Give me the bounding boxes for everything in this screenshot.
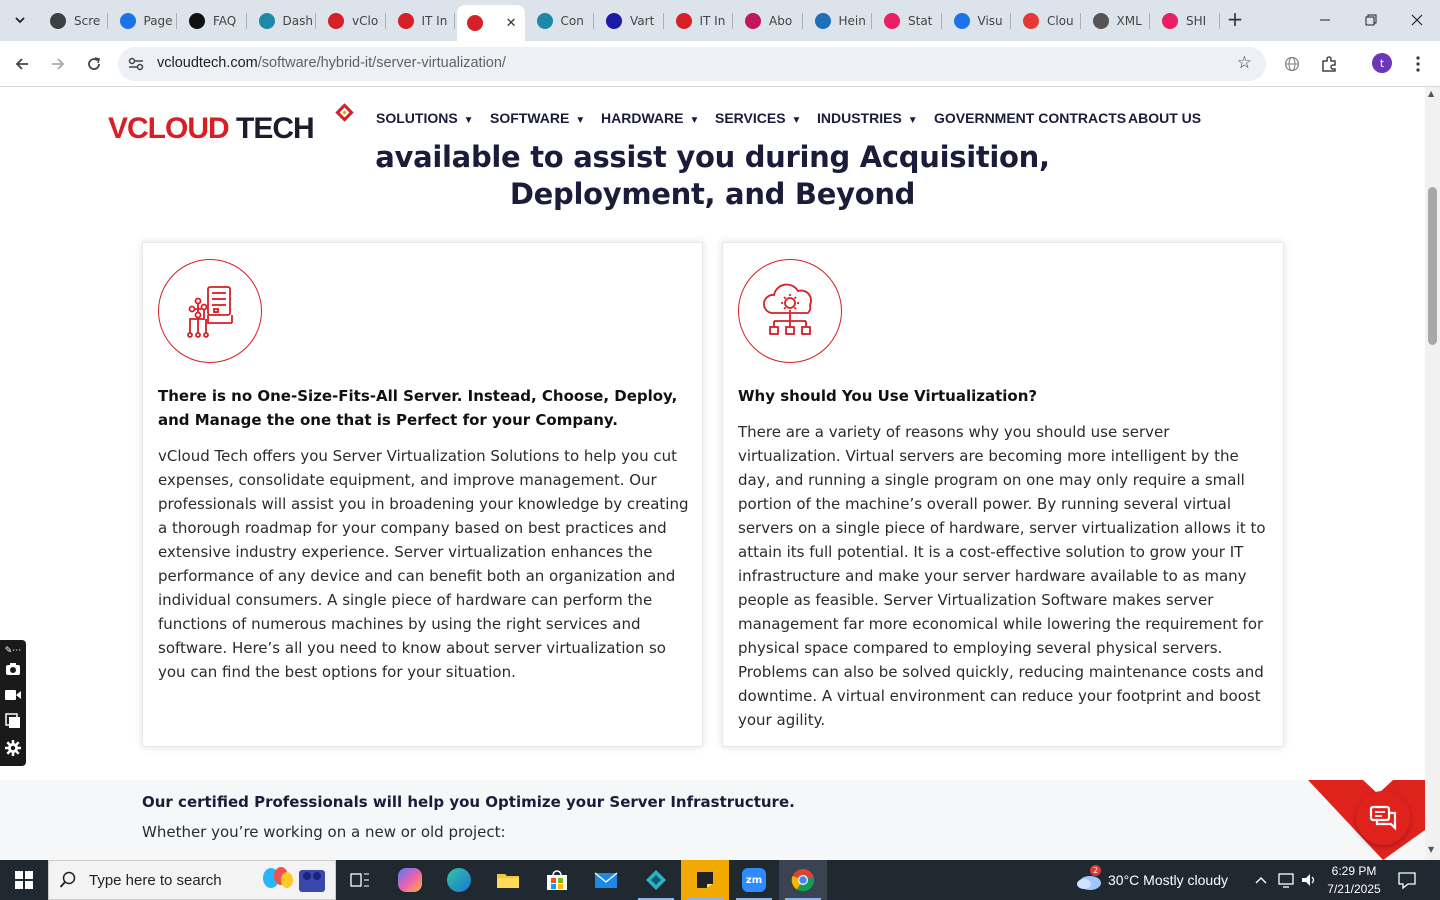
tab-title: Stat xyxy=(908,13,933,28)
tab-title: Dash xyxy=(282,13,313,28)
browser-tab[interactable] xyxy=(318,5,386,36)
store-app[interactable] xyxy=(533,860,581,900)
tab-title: Hein xyxy=(838,13,866,28)
nav-item-label: SOFTWARE xyxy=(490,110,570,126)
site-info-icon[interactable] xyxy=(127,55,145,73)
tab-favicon-icon xyxy=(328,13,344,29)
tab-favicon-icon xyxy=(676,13,692,29)
tab-separator xyxy=(454,13,455,29)
address-bar[interactable] xyxy=(118,47,1266,81)
start-button[interactable] xyxy=(0,860,48,900)
browser-tab[interactable] xyxy=(1083,5,1151,36)
tab-favicon-icon xyxy=(398,13,414,29)
edge-app[interactable] xyxy=(435,860,483,900)
browser-tab[interactable] xyxy=(1152,5,1220,36)
tab-favicon-icon xyxy=(745,13,761,29)
tab-favicon-icon xyxy=(537,13,553,29)
tab-title: Clou xyxy=(1047,13,1074,28)
tab-separator xyxy=(663,13,664,29)
tab-title: Visu xyxy=(977,13,1003,28)
browser-tab[interactable] xyxy=(40,5,108,36)
pen-icon[interactable]: ✎⋯ xyxy=(4,646,22,656)
browser-tab[interactable] xyxy=(874,5,942,36)
caret-down-icon: ▼ xyxy=(907,115,918,126)
tab-title: Page xyxy=(143,13,173,28)
logo-cloud: CLOUD xyxy=(127,112,229,145)
tab-separator xyxy=(871,13,872,29)
nav-item[interactable] xyxy=(490,110,585,126)
page-scrollbar[interactable] xyxy=(1425,87,1440,860)
network-icon[interactable] xyxy=(1278,871,1296,893)
card-body: There are a variety of reasons why you should use server virtualization. Virtual servers are becoming more intelligent by the day, and running a single program on one may only require a small portion of the machine’s overall power. By running several virtual servers on a single piece of hardware, server virtualization allows it to attain its full potential. It is a cost-effective solution to grow your IT infrastructure and make your server hardware available to as many people as feasible. Server Virtualization Software makes server management far more economical while lowering the requirement for physical space compared to employing several physical servers. Problems can also be solved quickly, reducing maintenance costs and downtime. A virtual environment can reduce your footprint and boost your agility. xyxy=(738,423,1266,729)
windows-logo-icon xyxy=(15,871,33,889)
windows-icon[interactable] xyxy=(4,712,22,730)
nav-item-label: SERVICES xyxy=(715,110,786,126)
tab-title: Abo xyxy=(769,13,793,28)
tab-title: IT In xyxy=(421,13,448,28)
optimize-section xyxy=(0,780,1425,860)
task-view-icon xyxy=(350,871,370,889)
browser-toolbar xyxy=(0,41,1440,87)
browser-tab[interactable] xyxy=(388,5,456,36)
profile-avatar[interactable]: t xyxy=(1372,53,1392,73)
tab-separator xyxy=(107,13,108,29)
tab-title: Vart xyxy=(630,13,655,28)
tab-separator xyxy=(593,13,594,29)
nav-item-label: INDUSTRIES xyxy=(817,110,902,126)
server-circuit-icon xyxy=(158,259,262,363)
extensions-button[interactable] xyxy=(1316,51,1342,77)
tab-separator xyxy=(385,13,386,29)
nav-item[interactable] xyxy=(934,110,1126,126)
volume-icon[interactable] xyxy=(1300,871,1318,893)
browser-tab[interactable] xyxy=(1013,5,1081,36)
tab-separator xyxy=(941,13,942,29)
nav-item-label: ABOUT US xyxy=(1128,110,1202,126)
cloud-gear-network-graphic xyxy=(756,277,824,345)
url-text[interactable] xyxy=(157,55,506,71)
back-button[interactable] xyxy=(9,51,35,77)
caret-down-icon: ▼ xyxy=(463,115,474,126)
vscode-like-app[interactable] xyxy=(632,860,680,900)
windows-taskbar xyxy=(0,860,1440,900)
reload-icon xyxy=(86,56,102,72)
mail-icon xyxy=(594,871,618,889)
tab-favicon-icon xyxy=(50,13,66,29)
card-body: vCloud Tech offers you Server Virtualization Solutions to help you cut expenses, consolidate equipment, and improve management. Our professionals will assist you in broadening your knowledge by creating a thorough roadmap for your company based on best practices and extensive industry experience. Server virtualization enhances the performance of any device and can benefit both an organization and individual consumers. A single piece of hardware can perform the functions of numerous machines by using the right services and software. Here’s all you need to know about server virtualization so you can find the best options for your situation. xyxy=(158,447,689,681)
section-headline xyxy=(200,139,1225,213)
clock-date: 7/21/2025 xyxy=(1327,882,1381,896)
diamond-app-icon xyxy=(645,869,667,891)
caret-down-icon: ▼ xyxy=(791,115,802,126)
nav-item-label: HARDWARE xyxy=(601,110,684,126)
minimize-icon xyxy=(1319,14,1331,26)
logo-v: V xyxy=(108,112,128,145)
server-circuit-graphic xyxy=(178,279,242,343)
search-highlight-balloons-icon xyxy=(259,864,331,898)
file-explorer-app[interactable] xyxy=(484,860,532,900)
weather-text[interactable]: 30°C Mostly cloudy xyxy=(1108,872,1228,888)
nav-item[interactable] xyxy=(1128,110,1201,126)
tab-title: XML xyxy=(1116,13,1142,28)
tab-favicon-icon xyxy=(467,15,483,31)
tune-icon xyxy=(128,57,144,71)
tab-favicon-icon xyxy=(1093,13,1109,29)
tab-separator xyxy=(176,13,177,29)
tab-favicon-icon xyxy=(120,13,136,29)
chrome-icon xyxy=(791,868,815,892)
scroll-down-arrow-icon[interactable]: ▼ xyxy=(1428,845,1435,854)
tab-title: SHI xyxy=(1186,13,1207,28)
card-title: Why should You Use Virtualization? xyxy=(738,387,1038,405)
weather-widget[interactable] xyxy=(1074,866,1102,891)
browser-tab[interactable] xyxy=(735,5,803,36)
task-view-button[interactable] xyxy=(336,860,384,900)
caret-down-icon: ▼ xyxy=(575,115,586,126)
close-icon xyxy=(1411,14,1423,26)
logo-tech: TECH xyxy=(236,112,314,145)
tab-favicon-icon xyxy=(884,13,900,29)
tray-chevron-up-icon[interactable] xyxy=(1254,872,1268,891)
nav-item-label: GOVERNMENT CONTRACTS xyxy=(934,110,1127,126)
video-camera-icon[interactable] xyxy=(4,686,22,704)
tab-favicon-icon xyxy=(1162,13,1178,29)
globe-icon xyxy=(1284,56,1300,72)
chrome-menu-button[interactable] xyxy=(1405,51,1431,77)
chat-bubbles-icon xyxy=(1369,805,1397,831)
headline-line-2: Deployment, and Beyond xyxy=(509,177,916,211)
minimize-button[interactable] xyxy=(1302,0,1348,40)
tab-favicon-icon xyxy=(954,13,970,29)
tab-favicon-icon xyxy=(606,13,622,29)
mail-app[interactable] xyxy=(582,860,630,900)
chrome-app[interactable] xyxy=(779,860,827,900)
browser-tab[interactable] xyxy=(179,5,247,36)
tab-separator xyxy=(315,13,316,29)
headline-line-1: available to assist you during Acquisition, xyxy=(375,140,1050,174)
store-bag-icon xyxy=(545,869,569,891)
browser-tab[interactable] xyxy=(596,5,664,36)
nav-item[interactable] xyxy=(817,110,918,126)
tab-title: vClo xyxy=(352,13,379,28)
section-text: Whether you’re working on a new or old project: xyxy=(142,823,506,841)
tab-title: Con xyxy=(560,13,584,28)
tab-title: IT In xyxy=(699,13,726,28)
tab-separator xyxy=(246,13,247,29)
tab-separator xyxy=(1219,13,1220,29)
tab-search-menu-button[interactable] xyxy=(8,8,32,32)
browser-tab[interactable] xyxy=(110,5,178,36)
logo-diamond-icon xyxy=(332,100,358,126)
tab-separator xyxy=(1080,13,1081,29)
search-icon xyxy=(59,871,77,893)
browser-tab[interactable] xyxy=(666,5,734,36)
search-placeholder: Type here to search xyxy=(89,872,222,889)
tab-separator xyxy=(802,13,803,29)
gear-icon[interactable] xyxy=(4,739,22,757)
tab-title: FAQ xyxy=(213,13,237,28)
tab-favicon-icon xyxy=(1023,13,1039,29)
cloud-gear-network-icon xyxy=(738,259,842,363)
browser-tab[interactable] xyxy=(944,5,1012,36)
caret-down-icon: ▼ xyxy=(689,115,700,126)
zoom-app[interactable] xyxy=(730,860,778,900)
taskbar-clock[interactable] xyxy=(1318,862,1390,898)
forward-button[interactable] xyxy=(45,51,71,77)
tab-favicon-icon xyxy=(189,13,205,29)
tab-strip xyxy=(0,0,1440,41)
reload-button[interactable] xyxy=(81,51,107,77)
scroll-up-arrow-icon[interactable]: ▲ xyxy=(1428,89,1435,98)
taskbar-search-box[interactable] xyxy=(48,860,336,900)
tab-title: Scre xyxy=(74,13,101,28)
feature-card-one-size xyxy=(142,242,703,747)
browser-tab[interactable] xyxy=(249,5,317,36)
nav-item[interactable] xyxy=(376,110,474,126)
folder-icon xyxy=(496,870,520,890)
sticky-note-icon xyxy=(694,869,716,891)
url-host: vcloudtech.com xyxy=(157,55,258,71)
sticky-notes-app[interactable] xyxy=(681,860,729,900)
tab-close-icon[interactable]: ✕ xyxy=(505,15,517,31)
browser-tab[interactable] xyxy=(527,5,595,36)
close-window-button[interactable] xyxy=(1394,0,1440,40)
live-chat-button[interactable] xyxy=(1356,791,1410,845)
tab-favicon-icon xyxy=(815,13,831,29)
camera-icon[interactable] xyxy=(4,660,22,678)
bookmark-star-icon[interactable]: ☆ xyxy=(1236,53,1252,73)
more-vertical-icon xyxy=(1416,56,1420,72)
url-path: /software/hybrid-it/server-virtualization/ xyxy=(257,55,506,71)
screen-recorder-toolbar xyxy=(0,640,26,766)
copilot-app[interactable] xyxy=(386,860,434,900)
browser-tab[interactable] xyxy=(805,5,873,36)
new-tab-button[interactable]: + xyxy=(1226,7,1244,31)
zoom-icon: zm xyxy=(742,868,766,892)
nav-item[interactable] xyxy=(601,110,699,126)
tab-favicon-icon xyxy=(259,13,275,29)
clock-time: 6:29 PM xyxy=(1331,864,1377,878)
web-page xyxy=(0,87,1425,860)
weather-badge: 2 xyxy=(1090,865,1101,876)
restore-button[interactable] xyxy=(1348,0,1394,40)
tab-separator xyxy=(1149,13,1150,29)
notifications-icon[interactable] xyxy=(1397,870,1417,894)
section-title: Our certified Professionals will help you Optimize your Server Infrastructure. xyxy=(142,793,795,811)
edge-icon xyxy=(447,868,471,892)
nav-item[interactable] xyxy=(715,110,801,126)
tab-separator xyxy=(1010,13,1011,29)
scrollbar-thumb[interactable] xyxy=(1428,187,1437,345)
puzzle-icon xyxy=(1320,55,1338,73)
arrow-left-icon xyxy=(14,56,30,72)
browser-tab[interactable] xyxy=(457,5,525,41)
translate-icon[interactable] xyxy=(1279,51,1305,77)
chevron-down-icon xyxy=(15,15,25,25)
card-title: There is no One-Size-Fits-All Server. Instead, Choose, Deploy, and Manage the one that is Perfect for your Company. xyxy=(158,387,678,429)
nav-item-label: SOLUTIONS xyxy=(376,110,458,126)
restore-icon xyxy=(1365,14,1377,26)
tab-separator xyxy=(732,13,733,29)
feature-card-why-virtualization xyxy=(722,242,1284,747)
copilot-icon xyxy=(398,868,422,892)
arrow-right-icon xyxy=(50,56,66,72)
